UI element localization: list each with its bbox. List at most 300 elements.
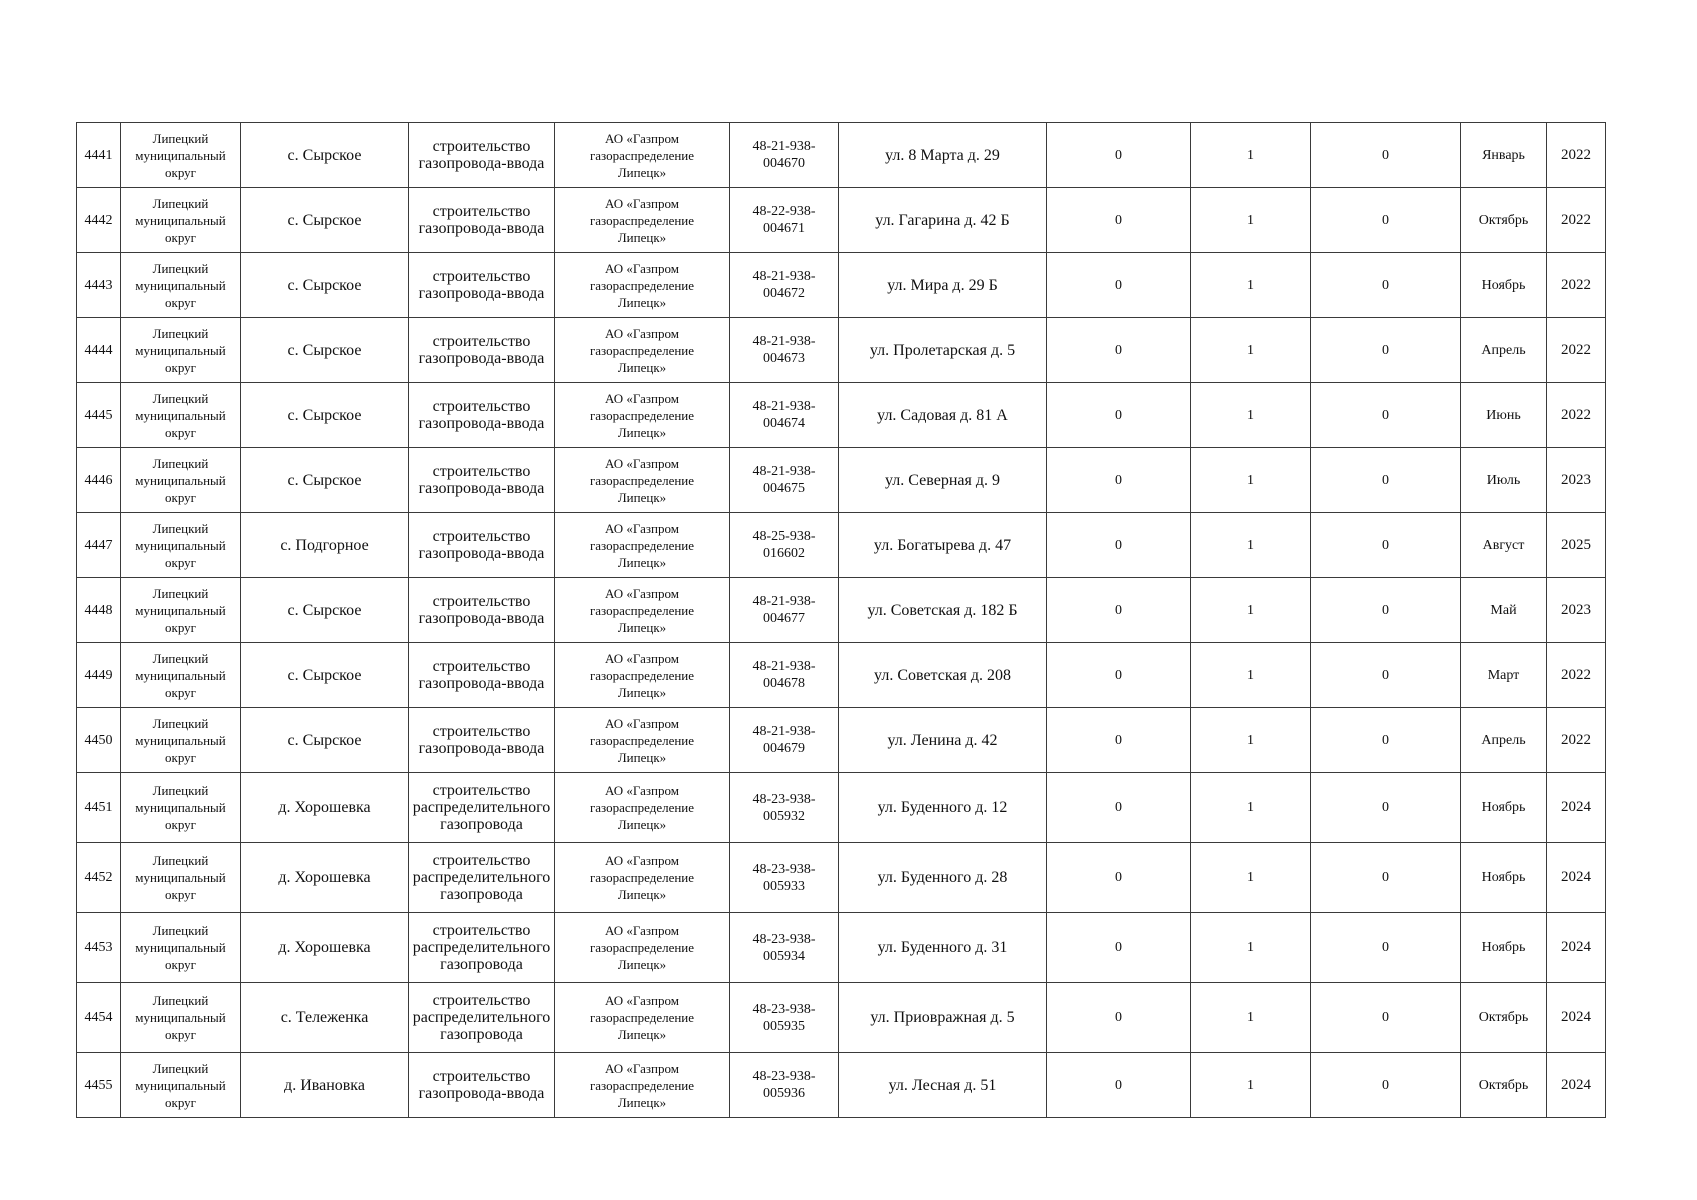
row-number-cell: 4450 <box>77 708 121 773</box>
address-cell: ул. Мира д. 29 Б <box>839 253 1047 318</box>
cell-line: округ <box>165 424 196 440</box>
cell-line: Липецкий <box>152 325 209 341</box>
row-number-cell: 4441 <box>77 123 121 188</box>
table-row <box>77 123 1606 188</box>
address-cell: ул. Приовражная д. 5 <box>839 983 1047 1053</box>
year-cell: 2024 <box>1547 843 1606 913</box>
municipality-cell <box>121 578 241 643</box>
cell-line: 48-23-938- <box>752 861 816 877</box>
cell-line: газопровода-ввода <box>418 415 545 432</box>
year-cell: 2022 <box>1547 123 1606 188</box>
row-number-cell: 4455 <box>77 1053 121 1118</box>
cell-line: муниципальный <box>135 602 226 618</box>
year-cell: 2022 <box>1547 253 1606 318</box>
cell-line: Липецк» <box>617 164 667 180</box>
work-type-cell <box>409 513 555 578</box>
cell-line: муниципальный <box>135 537 226 553</box>
settlement-cell: с. Сырское <box>241 708 409 773</box>
object-code-cell <box>730 383 839 448</box>
cell-line: АО «Газпром <box>605 130 679 146</box>
settlement-cell: с. Тележенка <box>241 983 409 1053</box>
municipality-cell <box>121 318 241 383</box>
cell-line: 48-21-938- <box>752 269 816 284</box>
cell-line: округ <box>165 684 196 700</box>
company-cell <box>555 1053 730 1118</box>
object-code-cell <box>730 773 839 843</box>
municipality-cell <box>121 708 241 773</box>
object-code-cell <box>730 253 839 318</box>
cell-line: газораспределение <box>589 940 695 955</box>
value-3-cell: 0 <box>1311 513 1461 578</box>
year-cell: 2025 <box>1547 513 1606 578</box>
company-cell <box>555 773 730 843</box>
cell-line: округ <box>165 957 196 972</box>
cell-line: 48-23-938- <box>752 1001 816 1017</box>
value-1-cell: 0 <box>1047 843 1191 913</box>
work-type-cell <box>409 318 555 383</box>
cell-line: округ <box>165 489 196 505</box>
table-row <box>77 188 1606 253</box>
year-cell: 2022 <box>1547 188 1606 253</box>
value-2-cell: 1 <box>1191 643 1311 708</box>
cell-line: Липецк» <box>617 817 667 832</box>
month-cell: Ноябрь <box>1461 773 1547 843</box>
cell-line: строительство <box>432 333 531 350</box>
year-cell: 2022 <box>1547 383 1606 448</box>
company-cell <box>555 983 730 1053</box>
cell-line: строительство <box>432 138 531 155</box>
cell-line: газопровода-ввода <box>418 740 545 757</box>
table-row <box>77 383 1606 448</box>
cell-line: строительство <box>432 203 531 220</box>
cell-line: АО «Газпром <box>605 715 679 731</box>
cell-line: муниципальный <box>135 870 226 885</box>
object-code-cell <box>730 318 839 383</box>
cell-line: 005934 <box>763 948 805 964</box>
month-cell: Октябрь <box>1461 983 1547 1053</box>
object-code-cell <box>730 578 839 643</box>
cell-line: АО «Газпром <box>605 195 679 211</box>
company-cell <box>555 843 730 913</box>
cell-line: округ <box>165 1094 196 1110</box>
cell-line: газопровода-ввода <box>418 220 545 237</box>
cell-line: газопровода <box>440 816 523 833</box>
year-cell: 2023 <box>1547 448 1606 513</box>
cell-line: 005933 <box>763 878 805 894</box>
cell-line: АО «Газпром <box>605 650 679 666</box>
work-type-cell <box>409 188 555 253</box>
value-1-cell: 0 <box>1047 253 1191 318</box>
cell-line: Липецк» <box>617 957 667 972</box>
object-code-cell <box>730 448 839 513</box>
cell-line: строительство <box>432 782 531 799</box>
settlement-cell: д. Хорошевка <box>241 773 409 843</box>
value-3-cell: 0 <box>1311 843 1461 913</box>
cell-line: Липецкий <box>152 853 209 868</box>
cell-line: 48-21-938- <box>752 464 816 479</box>
municipality-cell <box>121 983 241 1053</box>
cell-line: округ <box>165 164 196 180</box>
value-2-cell: 1 <box>1191 1053 1311 1118</box>
value-2-cell: 1 <box>1191 123 1311 188</box>
municipality-cell <box>121 513 241 578</box>
settlement-cell: с. Сырское <box>241 188 409 253</box>
work-type-cell <box>409 123 555 188</box>
cell-line: Липецк» <box>617 749 667 765</box>
cell-line: муниципальный <box>135 1010 226 1025</box>
month-cell: Ноябрь <box>1461 913 1547 983</box>
row-number-cell: 4452 <box>77 843 121 913</box>
cell-line: АО «Газпром <box>605 325 679 341</box>
work-type-cell <box>409 1053 555 1118</box>
cell-line: Липецкий <box>152 455 209 471</box>
value-2-cell: 1 <box>1191 773 1311 843</box>
cell-line: АО «Газпром <box>605 520 679 536</box>
table-row <box>77 513 1606 578</box>
cell-line: газопровода <box>440 1026 523 1043</box>
row-number-cell: 4446 <box>77 448 121 513</box>
cell-line: 004672 <box>763 286 805 301</box>
address-cell: ул. Садовая д. 81 А <box>839 383 1047 448</box>
cell-line: газопровода <box>440 886 523 903</box>
municipality-cell <box>121 188 241 253</box>
cell-line: 016602 <box>763 546 805 561</box>
year-cell: 2023 <box>1547 578 1606 643</box>
month-cell: Апрель <box>1461 318 1547 383</box>
municipality-cell <box>121 383 241 448</box>
cell-line: муниципальный <box>135 407 226 423</box>
table-body <box>77 123 1606 1118</box>
municipality-cell <box>121 123 241 188</box>
cell-line: 48-23-938- <box>752 791 816 807</box>
value-1-cell: 0 <box>1047 513 1191 578</box>
row-number-cell: 4445 <box>77 383 121 448</box>
cell-line: газораспределение <box>589 212 695 228</box>
object-code-cell <box>730 983 839 1053</box>
work-type-cell <box>409 253 555 318</box>
address-cell: ул. Северная д. 9 <box>839 448 1047 513</box>
cell-line: муниципальный <box>135 940 226 955</box>
row-number-cell: 4442 <box>77 188 121 253</box>
settlement-cell: с. Сырское <box>241 643 409 708</box>
settlement-cell: с. Сырское <box>241 383 409 448</box>
cell-line: газораспределение <box>589 870 695 885</box>
work-type-cell <box>409 843 555 913</box>
month-cell: Ноябрь <box>1461 843 1547 913</box>
value-3-cell: 0 <box>1311 188 1461 253</box>
cell-line: Липецкий <box>152 130 209 146</box>
value-3-cell: 0 <box>1311 773 1461 843</box>
cell-line: Липецк» <box>617 424 667 440</box>
cell-line: газораспределение <box>589 472 695 488</box>
cell-line: 48-23-938- <box>752 931 816 947</box>
cell-line: 48-25-938- <box>752 529 816 544</box>
work-type-cell <box>409 643 555 708</box>
company-cell <box>555 383 730 448</box>
cell-line: строительство <box>432 593 531 610</box>
municipality-cell <box>121 773 241 843</box>
cell-line: АО «Газпром <box>605 993 679 1008</box>
cell-line: АО «Газпром <box>605 1060 679 1076</box>
cell-line: 004678 <box>763 676 805 691</box>
cell-line: АО «Газпром <box>605 390 679 406</box>
cell-line: распределительного <box>412 1009 551 1026</box>
cell-line: Липецк» <box>617 554 667 570</box>
settlement-cell: д. Хорошевка <box>241 843 409 913</box>
cell-line: газораспределение <box>589 800 695 815</box>
value-3-cell: 0 <box>1311 983 1461 1053</box>
cell-line: округ <box>165 887 196 902</box>
settlement-cell: с. Сырское <box>241 448 409 513</box>
value-2-cell: 1 <box>1191 253 1311 318</box>
table-row <box>77 643 1606 708</box>
month-cell: Март <box>1461 643 1547 708</box>
cell-line: газопровода-ввода <box>418 545 545 562</box>
cell-line: АО «Газпром <box>605 585 679 601</box>
value-2-cell: 1 <box>1191 913 1311 983</box>
cell-line: Липецк» <box>617 1094 667 1110</box>
cell-line: муниципальный <box>135 667 226 683</box>
table-row <box>77 448 1606 513</box>
cell-line: АО «Газпром <box>605 260 679 276</box>
address-cell: ул. Пролетарская д. 5 <box>839 318 1047 383</box>
value-2-cell: 1 <box>1191 578 1311 643</box>
cell-line: Липецкий <box>152 520 209 536</box>
value-1-cell: 0 <box>1047 643 1191 708</box>
cell-line: муниципальный <box>135 472 226 488</box>
work-type-cell <box>409 708 555 773</box>
cell-line: распределительного <box>412 939 551 956</box>
municipality-cell <box>121 448 241 513</box>
cell-line: Липецкий <box>152 650 209 666</box>
object-code-cell <box>730 188 839 253</box>
object-code-cell <box>730 643 839 708</box>
company-cell <box>555 913 730 983</box>
value-3-cell: 0 <box>1311 708 1461 773</box>
cell-line: Липецкий <box>152 260 209 276</box>
value-2-cell: 1 <box>1191 448 1311 513</box>
cell-line: 48-21-938- <box>752 594 816 609</box>
address-cell: ул. Советская д. 208 <box>839 643 1047 708</box>
cell-line: газораспределение <box>589 342 695 358</box>
cell-line: газопровода-ввода <box>418 285 545 302</box>
row-number-cell: 4454 <box>77 983 121 1053</box>
month-cell: Январь <box>1461 123 1547 188</box>
cell-line: 004679 <box>763 741 805 756</box>
cell-line: строительство <box>432 992 531 1009</box>
table-row <box>77 578 1606 643</box>
row-number-cell: 4453 <box>77 913 121 983</box>
address-cell: ул. 8 Марта д. 29 <box>839 123 1047 188</box>
year-cell: 2024 <box>1547 773 1606 843</box>
company-cell <box>555 123 730 188</box>
company-cell <box>555 643 730 708</box>
cell-line: строительство <box>432 528 531 545</box>
cell-line: строительство <box>432 398 531 415</box>
value-1-cell: 0 <box>1047 123 1191 188</box>
cell-line: газораспределение <box>589 407 695 423</box>
address-cell: ул. Ленина д. 42 <box>839 708 1047 773</box>
year-cell: 2022 <box>1547 318 1606 383</box>
table-row <box>77 843 1606 913</box>
cell-line: строительство <box>432 1068 531 1085</box>
cell-line: строительство <box>432 463 531 480</box>
row-number-cell: 4451 <box>77 773 121 843</box>
value-1-cell: 0 <box>1047 318 1191 383</box>
object-code-cell <box>730 913 839 983</box>
cell-line: округ <box>165 229 196 245</box>
work-type-cell <box>409 913 555 983</box>
value-3-cell: 0 <box>1311 253 1461 318</box>
row-number-cell: 4444 <box>77 318 121 383</box>
settlement-cell: с. Сырское <box>241 578 409 643</box>
cell-line: 004670 <box>763 156 805 171</box>
table-row <box>77 773 1606 843</box>
cell-line: распределительного <box>412 799 551 816</box>
cell-line: газопровода <box>440 956 523 973</box>
cell-line: газопровода-ввода <box>418 675 545 692</box>
cell-line: газораспределение <box>589 537 695 553</box>
cell-line: АО «Газпром <box>605 455 679 471</box>
cell-line: строительство <box>432 658 531 675</box>
value-2-cell: 1 <box>1191 843 1311 913</box>
cell-line: АО «Газпром <box>605 853 679 868</box>
cell-line: округ <box>165 554 196 570</box>
cell-line: округ <box>165 294 196 310</box>
year-cell: 2022 <box>1547 708 1606 773</box>
value-1-cell: 0 <box>1047 578 1191 643</box>
value-2-cell: 1 <box>1191 318 1311 383</box>
value-3-cell: 0 <box>1311 1053 1461 1118</box>
cell-line: округ <box>165 359 196 375</box>
company-cell <box>555 513 730 578</box>
cell-line: АО «Газпром <box>605 783 679 798</box>
cell-line: газораспределение <box>589 732 695 748</box>
month-cell: Август <box>1461 513 1547 578</box>
value-3-cell: 0 <box>1311 643 1461 708</box>
cell-line: 48-23-938- <box>752 1069 816 1084</box>
cell-line: округ <box>165 817 196 832</box>
cell-line: Липецк» <box>617 1027 667 1042</box>
cell-line: 005932 <box>763 808 805 824</box>
row-number-cell: 4443 <box>77 253 121 318</box>
cell-line: 004671 <box>763 221 805 236</box>
cell-line: округ <box>165 619 196 635</box>
value-1-cell: 0 <box>1047 913 1191 983</box>
settlement-cell: с. Сырское <box>241 318 409 383</box>
table-row <box>77 1053 1606 1118</box>
address-cell: ул. Богатырева д. 47 <box>839 513 1047 578</box>
settlement-cell: д. Ивановка <box>241 1053 409 1118</box>
work-type-cell <box>409 773 555 843</box>
settlement-cell: с. Подгорное <box>241 513 409 578</box>
cell-line: 004674 <box>763 416 805 431</box>
cell-line: 48-21-938- <box>752 139 816 154</box>
cell-line: муниципальный <box>135 1077 226 1093</box>
year-cell: 2024 <box>1547 983 1606 1053</box>
company-cell <box>555 708 730 773</box>
value-2-cell: 1 <box>1191 383 1311 448</box>
cell-line: Липецкий <box>152 993 209 1008</box>
cell-line: 48-21-938- <box>752 724 816 739</box>
value-3-cell: 0 <box>1311 448 1461 513</box>
year-cell: 2024 <box>1547 1053 1606 1118</box>
value-3-cell: 0 <box>1311 913 1461 983</box>
address-cell: ул. Буденного д. 28 <box>839 843 1047 913</box>
object-code-cell <box>730 1053 839 1118</box>
month-cell: Октябрь <box>1461 188 1547 253</box>
cell-line: Липецкий <box>152 923 209 938</box>
cell-line: газораспределение <box>589 277 695 293</box>
cell-line: газопровода-ввода <box>418 350 545 367</box>
object-code-cell <box>730 513 839 578</box>
value-3-cell: 0 <box>1311 383 1461 448</box>
municipality-cell <box>121 643 241 708</box>
municipality-cell <box>121 913 241 983</box>
cell-line: Липецкий <box>152 1060 209 1076</box>
value-1-cell: 0 <box>1047 188 1191 253</box>
cell-line: 48-21-938- <box>752 399 816 414</box>
cell-line: АО «Газпром <box>605 923 679 938</box>
cell-line: Липецкий <box>152 585 209 601</box>
work-type-cell <box>409 448 555 513</box>
value-2-cell: 1 <box>1191 513 1311 578</box>
year-cell: 2022 <box>1547 643 1606 708</box>
cell-line: Липецкий <box>152 390 209 406</box>
company-cell <box>555 188 730 253</box>
settlement-cell: с. Сырское <box>241 253 409 318</box>
company-cell <box>555 578 730 643</box>
cell-line: 48-21-938- <box>752 334 816 349</box>
table-row <box>77 983 1606 1053</box>
cell-line: строительство <box>432 852 531 869</box>
address-cell: ул. Буденного д. 12 <box>839 773 1047 843</box>
settlement-cell: с. Сырское <box>241 123 409 188</box>
value-2-cell: 1 <box>1191 708 1311 773</box>
value-3-cell: 0 <box>1311 578 1461 643</box>
cell-line: 48-22-938- <box>752 204 816 219</box>
cell-line: газораспределение <box>589 147 695 163</box>
cell-line: строительство <box>432 268 531 285</box>
cell-line: муниципальный <box>135 732 226 748</box>
value-1-cell: 0 <box>1047 383 1191 448</box>
cell-line: газораспределение <box>589 1010 695 1025</box>
address-cell: ул. Лесная д. 51 <box>839 1053 1047 1118</box>
month-cell: Май <box>1461 578 1547 643</box>
cell-line: муниципальный <box>135 342 226 358</box>
row-number-cell: 4449 <box>77 643 121 708</box>
cell-line: газораспределение <box>589 602 695 618</box>
cell-line: 48-21-938- <box>752 659 816 674</box>
cell-line: газораспределение <box>589 667 695 683</box>
cell-line: Липецк» <box>617 489 667 505</box>
work-type-cell <box>409 578 555 643</box>
cell-line: Липецк» <box>617 359 667 375</box>
value-1-cell: 0 <box>1047 773 1191 843</box>
cell-line: распределительного <box>412 869 551 886</box>
cell-line: Липецкий <box>152 783 209 798</box>
object-code-cell <box>730 708 839 773</box>
work-type-cell <box>409 383 555 448</box>
row-number-cell: 4447 <box>77 513 121 578</box>
cell-line: Липецкий <box>152 715 209 731</box>
year-cell: 2024 <box>1547 913 1606 983</box>
address-cell: ул. Советская д. 182 Б <box>839 578 1047 643</box>
row-number-cell: 4448 <box>77 578 121 643</box>
cell-line: 004677 <box>763 611 805 626</box>
cell-line: Липецк» <box>617 684 667 700</box>
cell-line: муниципальный <box>135 212 226 228</box>
